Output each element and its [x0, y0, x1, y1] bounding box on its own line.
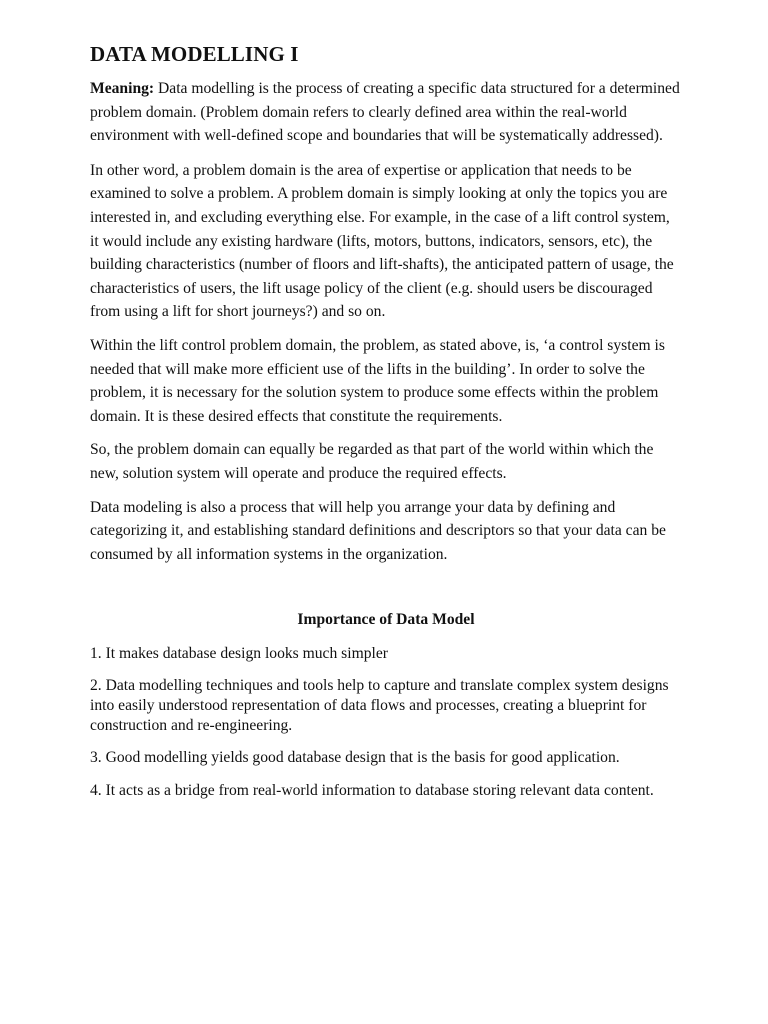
problem-domain-world-paragraph: So, the problem domain can equally be regarded as that part of the world within which the new, solution system will operate and produce the required effects.: [90, 441, 654, 482]
importance-item: 4. It acts as a bridge from real-world information to database storing relevant data content.: [90, 782, 654, 800]
data-modeling-process-paragraph: Data modeling is also a process that will help you arrange your data by defining and categorizing it, and establishing standard definitions and descriptors so that your data can be consumed by all information systems in the organization.: [90, 498, 666, 563]
importance-item: 2. Data modelling techniques and tools help to capture and translate complex system designs into easily understood representation of data flows and processes, creating a blueprint for construction and re-engineering.: [90, 676, 669, 734]
importance-item: 3. Good modelling yields good database design that is the basis for good application.: [90, 748, 620, 766]
importance-heading: Importance of Data Model: [297, 611, 475, 629]
meaning-label: Meaning:: [90, 80, 155, 97]
document-page: [90, 40, 682, 813]
page-title: DATA MODELLING I: [90, 42, 299, 66]
problem-domain-paragraph: In other word, a problem domain is the area of expertise or application that needs to be examined to solve a problem. A problem domain is simply looking at only the topics you are interested in, and excluding everything else. For example, in the case of a lift control system, it would include any existing hardware (lifts, motors, buttons, indicators, sensors, etc), the building characteristics (number of floors and lift-shafts), the anticipated pattern of usage, the characteristics of users, the lift usage policy of the client (e.g. should users be discouraged from using a lift for short journeys?) and so on.: [90, 161, 674, 321]
lift-control-paragraph: Within the lift control problem domain, the problem, as stated above, is, ‘a control system is needed that will make more efficient use of the lifts in the building’. In order to solve the problem, it is necessary for the solution system to produce some effects within the problem domain. It is these desired effects that constitute the requirements.: [90, 336, 665, 425]
importance-list: [90, 642, 682, 803]
section-spacer: [90, 576, 682, 609]
meaning-paragraph: [90, 77, 682, 148]
meaning-text: Data modelling is the process of creating a specific data structured for a determined problem domain. (Problem domain refers to clearly defined area within the real-world environment with well-defined scope and boundaries that will be systematically addressed).: [90, 80, 680, 145]
importance-item: 1. It makes database design looks much simpler: [90, 645, 388, 663]
